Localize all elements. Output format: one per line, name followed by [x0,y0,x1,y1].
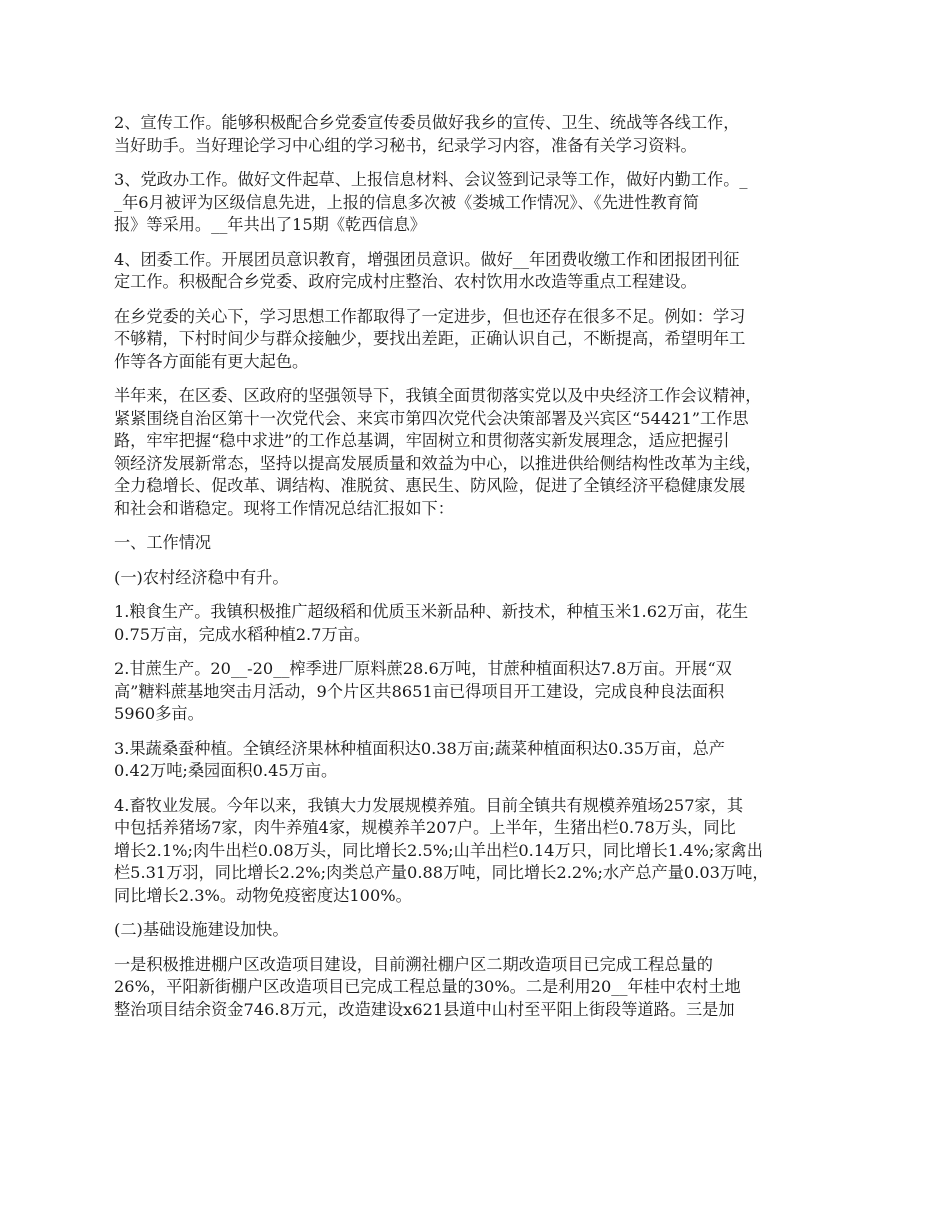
paragraph-livestock: 4.畜牧业发展。今年以来，我镇大力发展规模养殖。目前全镇共有规模养殖场257家，其 中包括养猪场7家，肉牛养殖4家，规模养羊207户。上半年，生猪出栏0.78万头，同比 增长2.1%;肉牛出栏0.08万头，同比增长2.5%;山羊出栏0.14万只，同比增长1.4%;家禽出 栏5.31万羽，同比增长2.2%;肉类总产量0.88万吨，同比增长2.2%;水产总产量0.03万吨， 同比增长2.3%。动物免疫密度达100%。 [114,795,769,905]
paragraph-grain-production: 1.粮食生产。我镇积极推广超级稻和优质玉米新品种、新技术，种植玉米1.62万亩，花生 0.75万亩，完成水稻种植2.7万亩。 [114,602,749,644]
paragraph-fruit-vegetable-silkworm: 3.果蔬桑蚕种植。全镇经济果林种植面积达0.38万亩;蔬菜种植面积达0.35万亩，总产 0.42万吨;桑园面积0.45万亩。 [114,738,725,780]
subheading-infrastructure: (二)基础设施建设加快。 [114,920,289,939]
heading-work-status: 一、工作情况 [114,533,212,552]
paragraph-publicity-work: 2、宣传工作。能够积极配合乡党委宣传委员做好我乡的宣传、卫生、统战等各线工作， 当好助手。当好理论学习中心组的学习秘书，纪录学习内容，准备有关学习资料。 [114,113,740,155]
paragraph-sugarcane-production: 2.甘蔗生产。20__-20__榨季进厂原料蔗28.6万吨，甘蔗种植面积达7.8万亩。开展“双 高”糖料蔗基地突击月活动，9个片区共8651亩已得项目开工建设，完成良种良法面积 5960多亩。 [114,659,732,723]
subheading-rural-economy: (一)农村经济稳中有升。 [114,567,289,587]
paragraph-infrastructure-details: 一是积极推进棚户区改造项目建设，目前溯社棚户区二期改造项目已完成工程总量的 26%，平阳新街棚户区改造项目已完成工程总量的30%。二是利用20__年桂中农村土地 整治项目结余资金746.8万元，改造建设x621县道中山村至平阳上街段等道路。三是加 [114,954,741,1019]
document-body [114,112,844,1033]
paragraph-self-assessment: 在乡党委的关心下，学习思想工作都取得了一定进步，但也还存在很多不足。例如：学习 不够精，下村时间少与群众接触少，要找出差距，正确认识自己，不断提高，希望明年工 作等各方面能有更大起色。 [114,306,746,371]
paragraph-office-work: 3、党政办工作。做好文件起草、上报信息材料、会议签到记录等工作，做好内勤工作。_ _年6月被评为区级信息先进，上报的信息多次被《娄城工作情况》、《先进性教育简 报》等采用。__年共出了15期《乾西信息》 [114,170,748,234]
paragraph-youth-league-work: 4、团委工作。开展团员意识教育，增强团员意识。做好__年团费收缴工作和团报团刊征 定工作。积极配合乡党委、政府完成村庄整治、农村饮用水改造等重点工程建设。 [114,249,740,291]
paragraph-half-year-intro: 半年来，在区委、区政府的坚强领导下，我镇全面贯彻落实党以及中央经济工作会议精神， 紧紧围绕自治区第十一次党代会、来宾市第四次党代会决策部署及兴宾区“54421”工作思 路，牢牢把握“稳中求进”的工作总基调，牢固树立和贯彻落实新发展理念，适应把握引 领经济发展新常态，坚持以提高发展质量和效益为中心，以推进供给侧结构性改革为主线， 全力稳增长、促改革、调结构、准脱贫、惠民生、防风险，促进了全镇经济平稳健康发展 和社会和谐稳定。现将工作情况总结汇报如下： [114,386,762,518]
